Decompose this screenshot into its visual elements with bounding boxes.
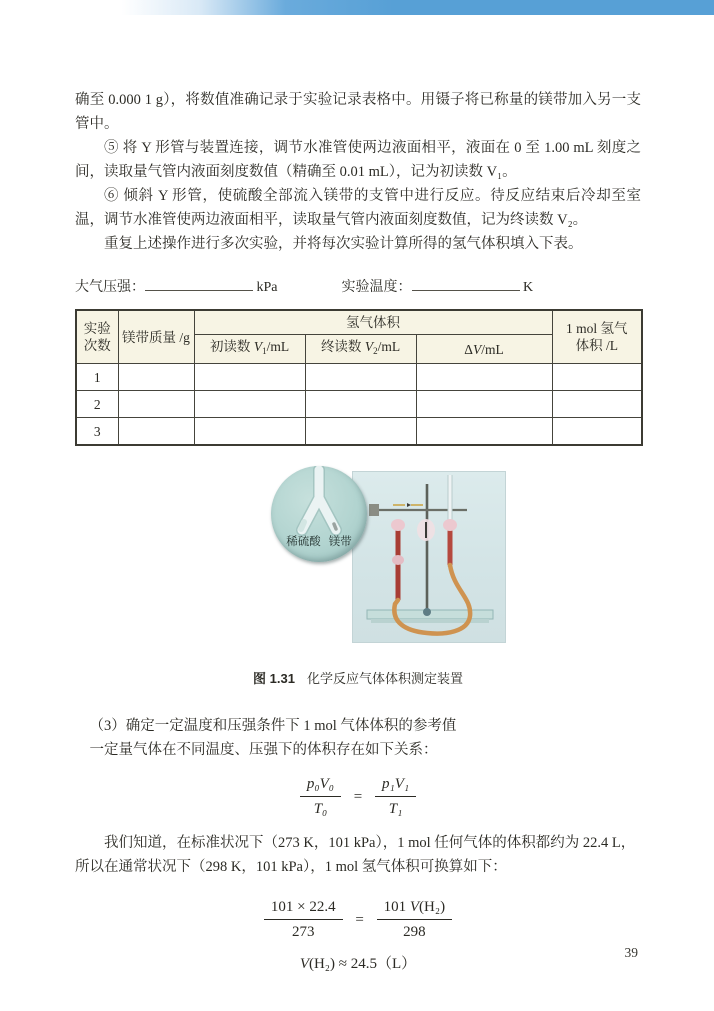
figure-caption xyxy=(75,670,641,688)
figure-caption-text: 化学反应气体体积测定装置 xyxy=(306,671,463,686)
paragraph-standard-conditions: 我们知道，在标准状况下（273 K，101 kPa），1 mol 任何气体的体积都约为 22.4 L， 所以在通常状况下（298 K，101 kPa），1 mol 氢气体积可换算如下： xyxy=(75,835,636,875)
cell-run: 3 xyxy=(76,418,118,446)
page-content xyxy=(75,88,641,976)
cell-v1 xyxy=(194,418,305,446)
label-dilute-sulfuric-acid: 稀硫酸 xyxy=(286,536,321,548)
fraction-left: $\frac{\text{p₀V₀}}{\text{T₀}}$ xyxy=(300,774,341,819)
section-3 xyxy=(75,714,641,762)
cell-dv xyxy=(416,418,552,446)
cell-v1 xyxy=(194,391,305,418)
paragraph-step5: ⑤ 将 Y 形管与装置连接，调节水准管使两边液面相平，液面在 0 至 1.00 mL 刻度之间，读取量气管内液面刻度数值（精确至 0.01 mL），记为初读数 V₁。 xyxy=(75,140,641,180)
result-formula: V(H₂) ≈ 24.5（L） xyxy=(299,956,417,972)
cell-dv xyxy=(416,364,552,391)
pressure-label: 大气压强： xyxy=(75,280,145,295)
cell-molar xyxy=(552,391,642,418)
header-final-reading: 终读数 $V_2/mL$ xyxy=(305,335,416,364)
figure-1-31 xyxy=(75,464,641,656)
pressure-unit: kPa xyxy=(256,280,278,295)
section-3-heading: （3）确定一定温度和压强条件下 1 mol 气体体积的参考值 xyxy=(89,718,457,734)
pressure-blank xyxy=(145,277,253,291)
cell-molar xyxy=(552,418,642,446)
cell-v2 xyxy=(305,364,416,391)
page-number: 39 xyxy=(624,945,638,960)
conversion-formula xyxy=(75,897,641,942)
temperature-unit: K xyxy=(523,280,534,295)
apparatus-drawing xyxy=(353,472,505,642)
cell-v2 xyxy=(305,391,416,418)
apparatus-photo xyxy=(353,472,505,642)
experiment-record-table xyxy=(75,309,643,446)
figure-caption-number: 图 1.31 xyxy=(253,671,295,686)
cell-run: 1 xyxy=(76,364,118,391)
inset-labels xyxy=(271,536,367,548)
cell-v2 xyxy=(305,418,416,446)
paragraph-step6: ⑥ 倾斜 Y 形管，使硫酸全部流入镁带的支管中进行反应。待反应结束后冷却至室温，调节水准管使两边液面相平，读取量气管内液面刻度数值，记为终读数 V₂。 xyxy=(75,188,641,228)
cell-mass xyxy=(118,364,194,391)
header-molar-volume: 1 mol 氢气 体积 /L xyxy=(552,310,642,364)
header-run-number: 实验 次数 xyxy=(76,310,118,364)
fraction-left: $\frac{101 \times 22.4}{273}$ xyxy=(264,897,343,942)
header-initial-reading: 初读数 $V_1/mL$ xyxy=(194,335,305,364)
temperature-blank xyxy=(412,277,520,291)
paragraph-weighing-continued: 确至 0.000 1 g），将数值准确记录于实验记录表格中。用镊子将已称量的镁带加入另一支管中。 xyxy=(75,92,641,132)
cell-dv xyxy=(416,391,552,418)
paragraph-repeat: 重复上述操作进行多次实验，并将每次实验计算所得的氢气体积填入下表。 xyxy=(104,236,583,252)
equals-sign: = xyxy=(355,911,364,928)
equals-sign: = xyxy=(353,788,363,805)
fraction-right: $\frac{\text{101 V(H₂)}}{298}$ xyxy=(377,897,452,942)
y-tube-inset xyxy=(271,466,367,562)
header-delta-v: ΔV/mL xyxy=(416,335,552,364)
cell-run: 2 xyxy=(76,391,118,418)
label-magnesium-ribbon: 镁带 xyxy=(328,536,352,548)
gas-law-formula xyxy=(75,774,641,819)
section-3-intro: 一定量气体在不同温度、压强下的体积存在如下关系： xyxy=(89,742,438,758)
temperature-label: 实验温度： xyxy=(341,280,412,295)
table-row xyxy=(76,364,642,391)
cell-mass xyxy=(118,391,194,418)
cell-mass xyxy=(118,418,194,446)
page-top-accent-bar xyxy=(0,0,714,15)
record-conditions-line xyxy=(75,276,641,300)
table-row xyxy=(76,418,642,446)
cell-molar xyxy=(552,364,642,391)
fraction-right: $\frac{\text{p₁V₁}}{\text{T₁}}$ xyxy=(375,774,416,819)
table-row xyxy=(76,391,642,418)
header-magnesium-mass: 镁带质量 /g xyxy=(118,310,194,364)
cell-v1 xyxy=(194,364,305,391)
header-hydrogen-volume-group: 氢气体积 xyxy=(194,310,552,335)
